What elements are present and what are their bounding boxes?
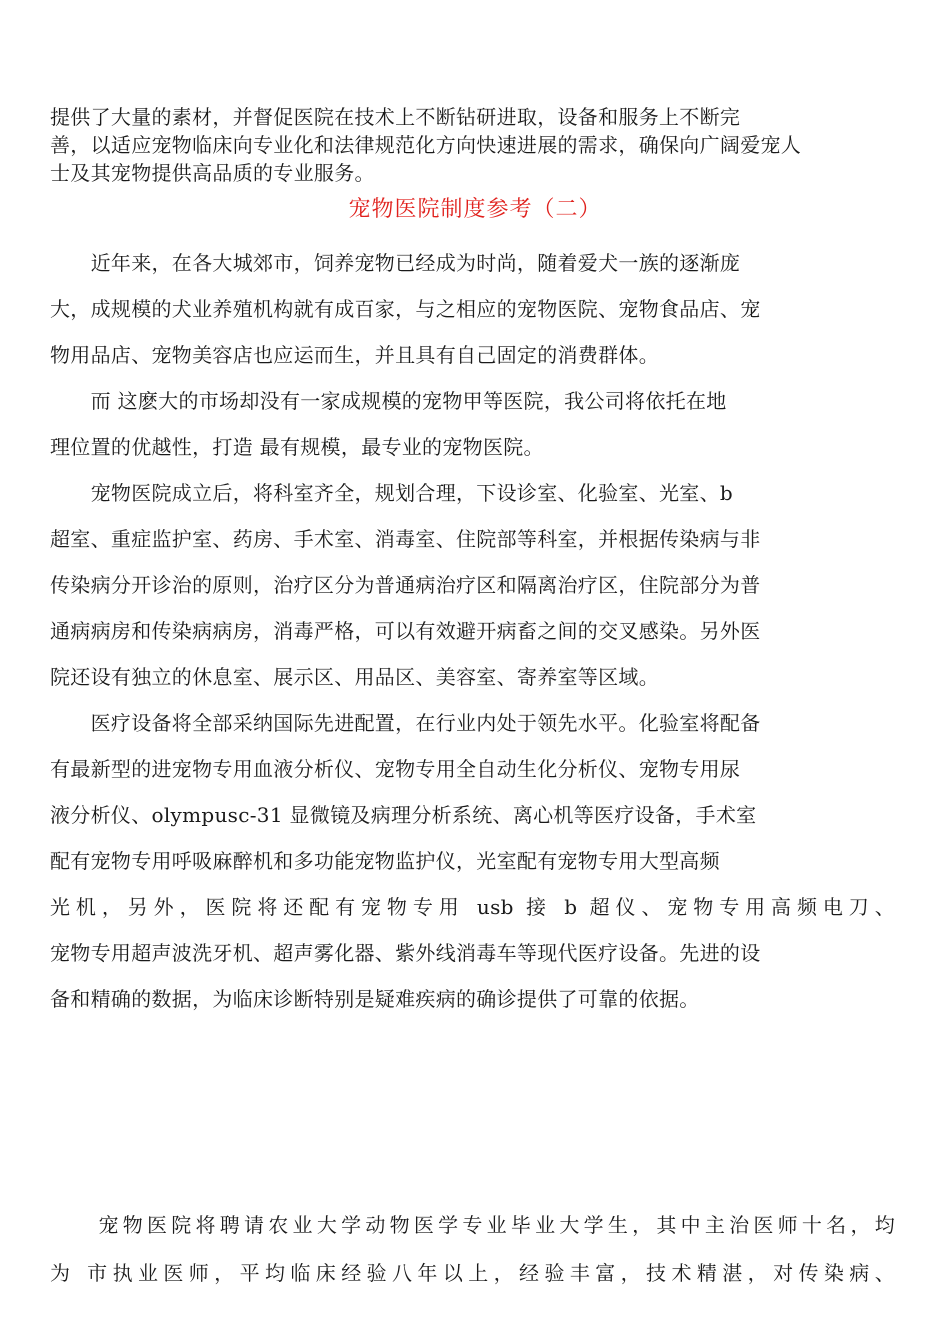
bottom-line-1: 宠物医院将聘请农业大学动物医学专业毕业大学生，其中主治医师十名，均 xyxy=(50,1213,895,1237)
paragraph-line-2: 大，成规模的犬业养殖机构就有成百家，与之相应的宠物医院、宠物食品店、宠 xyxy=(50,297,761,321)
intro-line-1: 提供了大量的素材，并督促医院在技术上不断钻研进取，设备和服务上不断完 xyxy=(50,105,741,129)
paragraph-line-5: 理位置的优越性，打造 最有规模，最专业的宠物医院。 xyxy=(50,435,544,459)
paragraph-line-3: 物用品店、宠物美容店也应运而生，并且具有自己固定的消费群体。 xyxy=(50,343,659,367)
intro-line-2: 善，以适应宠物临床向专业化和法律规范化方向快速进展的需求，确保向广阔爱宠人 xyxy=(50,133,802,157)
paragraph-line-14: 配有宠物专用呼吸麻醉机和多功能宠物监护仪，光室配有宠物专用大型高频 xyxy=(50,849,720,873)
paragraph-line-11: 医疗设备将全部采纳国际先进配置，在行业内处于领先水平。化验室将配备 xyxy=(50,711,761,735)
paragraph-line-16: 宠物专用超声波洗牙机、超声雾化器、紫外线消毒车等现代医疗设备。先进的设 xyxy=(50,941,761,965)
paragraph-line-1: 近年来，在各大城郊市，饲养宠物已经成为时尚，随着爱犬一族的逐渐庞 xyxy=(50,251,741,275)
paragraph-line-6: 宠物医院成立后，将科室齐全，规划合理，下设诊室、化验室、光室、b xyxy=(50,481,734,505)
paragraph-line-17: 备和精确的数据，为临床诊断特别是疑难疾病的确诊提供了可靠的依据。 xyxy=(50,987,700,1011)
bottom-line-2: 为 市执业医师，平均临床经验八年以上，经验丰富，技术精湛，对传染病、 xyxy=(50,1261,895,1285)
paragraph-line-13: 液分析仪、olympusc-31 显微镜及病理分析系统、离心机等医疗设备，手术室 xyxy=(50,803,757,827)
section-title: 宠物医院制度参考（二） xyxy=(348,197,602,222)
paragraph-line-4: 而 这麽大的市场却没有一家成规模的宠物甲等医院，我公司将依托在地 xyxy=(50,389,727,413)
paragraph-line-15: 光机，另外，医院将还配有宠物专用 usb 接 b 超仪、宠物专用高频电刀、 xyxy=(50,895,895,919)
intro-line-3: 士及其宠物提供高品质的专业服务。 xyxy=(50,161,375,185)
paragraph-line-7: 超室、重症监护室、药房、手术室、消毒室、住院部等科室，并根据传染病与非 xyxy=(50,527,761,551)
paragraph-line-8: 传染病分开诊治的原则，治疗区分为普通病治疗区和隔离治疗区，住院部分为普 xyxy=(50,573,761,597)
paragraph-line-12: 有最新型的进宠物专用血液分析仪、宠物专用全自动生化分析仪、宠物专用尿 xyxy=(50,757,741,781)
paragraph-line-9: 通病病房和传染病病房，消毒严格，可以有效避开病畜之间的交叉感染。另外医 xyxy=(50,619,761,643)
paragraph-line-10: 院还设有独立的休息室、展示区、用品区、美容室、寄养室等区域。 xyxy=(50,665,659,689)
